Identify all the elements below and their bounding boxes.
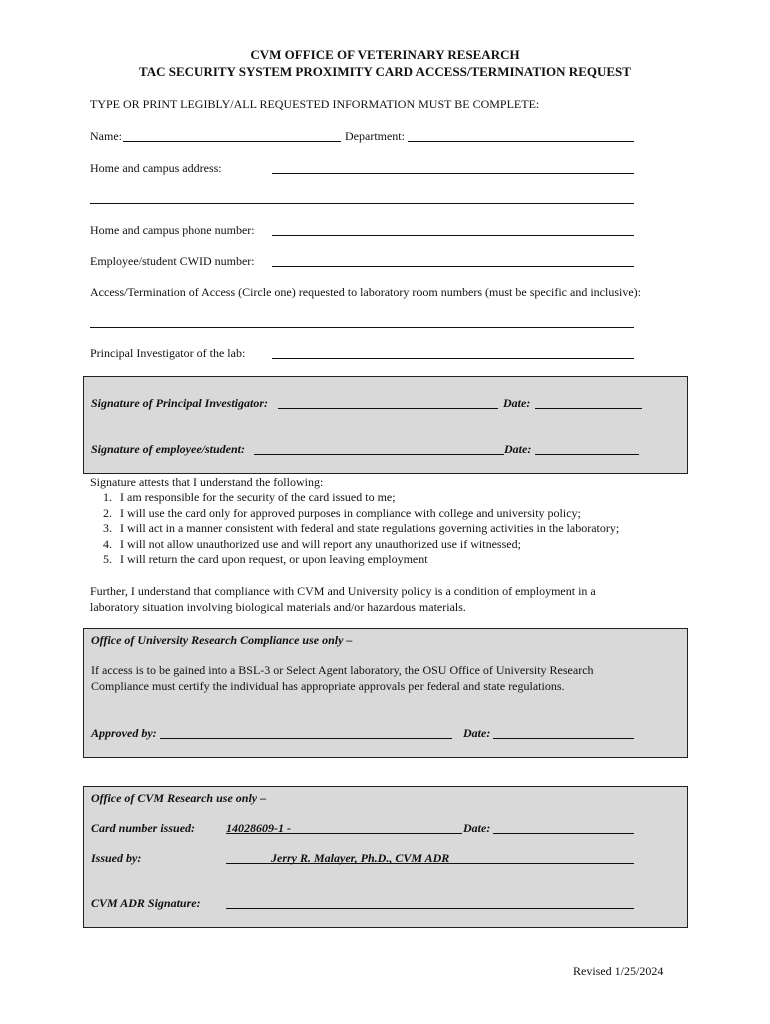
cvm-office-box <box>83 786 688 928</box>
attestation-item-number: 3. <box>103 521 112 535</box>
employee-signature-label: Signature of employee/student: <box>91 442 245 456</box>
pi-signature-label: Signature of Principal Investigator: <box>91 396 269 410</box>
address-label: Home and campus address: <box>90 161 222 175</box>
issued-by-value: Jerry R. Malayer, Ph.D., CVM ADR <box>271 851 450 865</box>
further-text-line1: Further, I understand that compliance with CVM and University policy is a condition of employment in a <box>90 584 596 598</box>
compliance-date-field[interactable] <box>493 738 634 739</box>
compliance-text-line1: If access is to be gained into a BSL-3 or Select Agent laboratory, the OSU Office of University Research <box>91 663 594 677</box>
approved-by-field[interactable] <box>160 738 452 739</box>
adr-signature-label: CVM ADR Signature: <box>91 896 201 910</box>
attestation-item-text: I will use the card only for approved purposes in compliance with college and university policy; <box>120 505 581 520</box>
issued-by-label: Issued by: <box>91 851 142 865</box>
phone-label: Home and campus phone number: <box>90 223 255 237</box>
address-field-line2[interactable] <box>90 203 634 204</box>
attestation-item <box>90 506 581 521</box>
further-text-line2: laboratory situation involving biological materials and/or hazardous materials. <box>90 600 466 614</box>
pi-signature-field[interactable] <box>278 408 498 409</box>
address-field-line1[interactable] <box>272 173 634 174</box>
phone-field[interactable] <box>272 235 634 236</box>
pi-field[interactable] <box>272 358 634 359</box>
compliance-date-label: Date: <box>463 726 491 740</box>
attestation-item <box>90 521 619 536</box>
form-title-line2: TAC SECURITY SYSTEM PROXIMITY CARD ACCESS/TERMINATION REQUEST <box>139 64 631 79</box>
attestation-item <box>90 537 521 552</box>
attestation-item <box>90 490 396 505</box>
revised-date: Revised 1/25/2024 <box>573 964 664 978</box>
employee-signature-field[interactable] <box>254 454 504 455</box>
attestation-item-text: I am responsible for the security of the card issued to me; <box>120 490 396 504</box>
instructions-text: TYPE OR PRINT LEGIBLY/ALL REQUESTED INFORMATION MUST BE COMPLETE: <box>90 97 540 111</box>
card-number-label: Card number issued: <box>91 821 196 835</box>
access-label: Access/Termination of Access (Circle one) requested to laboratory room numbers (must be specific and inclusive): <box>90 285 641 299</box>
attestation-intro: Signature attests that I understand the following: <box>90 475 324 489</box>
attestation-item-number: 5. <box>103 552 112 566</box>
attestation-item-number: 4. <box>103 536 112 551</box>
compliance-text-line2: Compliance must certify the individual has appropriate approvals per federal and state regulations. <box>91 679 565 693</box>
attestation-item-number: 1. <box>103 490 112 504</box>
name-field[interactable] <box>123 141 341 142</box>
name-label: Name: <box>90 129 122 143</box>
pi-date-field[interactable] <box>535 408 642 409</box>
attestation-item-text: I will not allow unauthorized use and will report any unauthorized use if witnessed; <box>120 536 521 551</box>
attestation-item-text: I will act in a manner consistent with federal and state regulations governing activities in the laboratory; <box>120 521 620 535</box>
cvm-date-label: Date: <box>463 821 491 835</box>
cvm-heading: Office of CVM Research use only – <box>91 791 267 805</box>
attestation-item <box>90 552 428 567</box>
pi-date-label: Date: <box>503 396 531 410</box>
employee-date-field[interactable] <box>535 454 639 455</box>
pi-label: Principal Investigator of the lab: <box>90 346 246 360</box>
adr-signature-field[interactable] <box>226 908 634 909</box>
approved-by-label: Approved by: <box>91 726 157 740</box>
compliance-heading: Office of University Research Compliance use only – <box>91 633 353 647</box>
compliance-box <box>83 628 688 758</box>
cwid-label: Employee/student CWID number: <box>90 254 255 268</box>
room-numbers-field[interactable] <box>90 327 634 328</box>
form-title-line1: CVM OFFICE OF VETERINARY RESEARCH <box>250 47 520 62</box>
attestation-item-number: 2. <box>103 505 112 520</box>
employee-date-label: Date: <box>504 442 532 456</box>
attestation-item-text: I will return the card upon request, or upon leaving employment <box>120 552 428 566</box>
cvm-date-field[interactable] <box>493 833 634 834</box>
department-field[interactable] <box>408 141 634 142</box>
cwid-field[interactable] <box>272 266 634 267</box>
signature-box <box>83 376 688 474</box>
department-label: Department: <box>345 129 405 143</box>
card-number-value: 14028609-1 - <box>226 821 291 835</box>
